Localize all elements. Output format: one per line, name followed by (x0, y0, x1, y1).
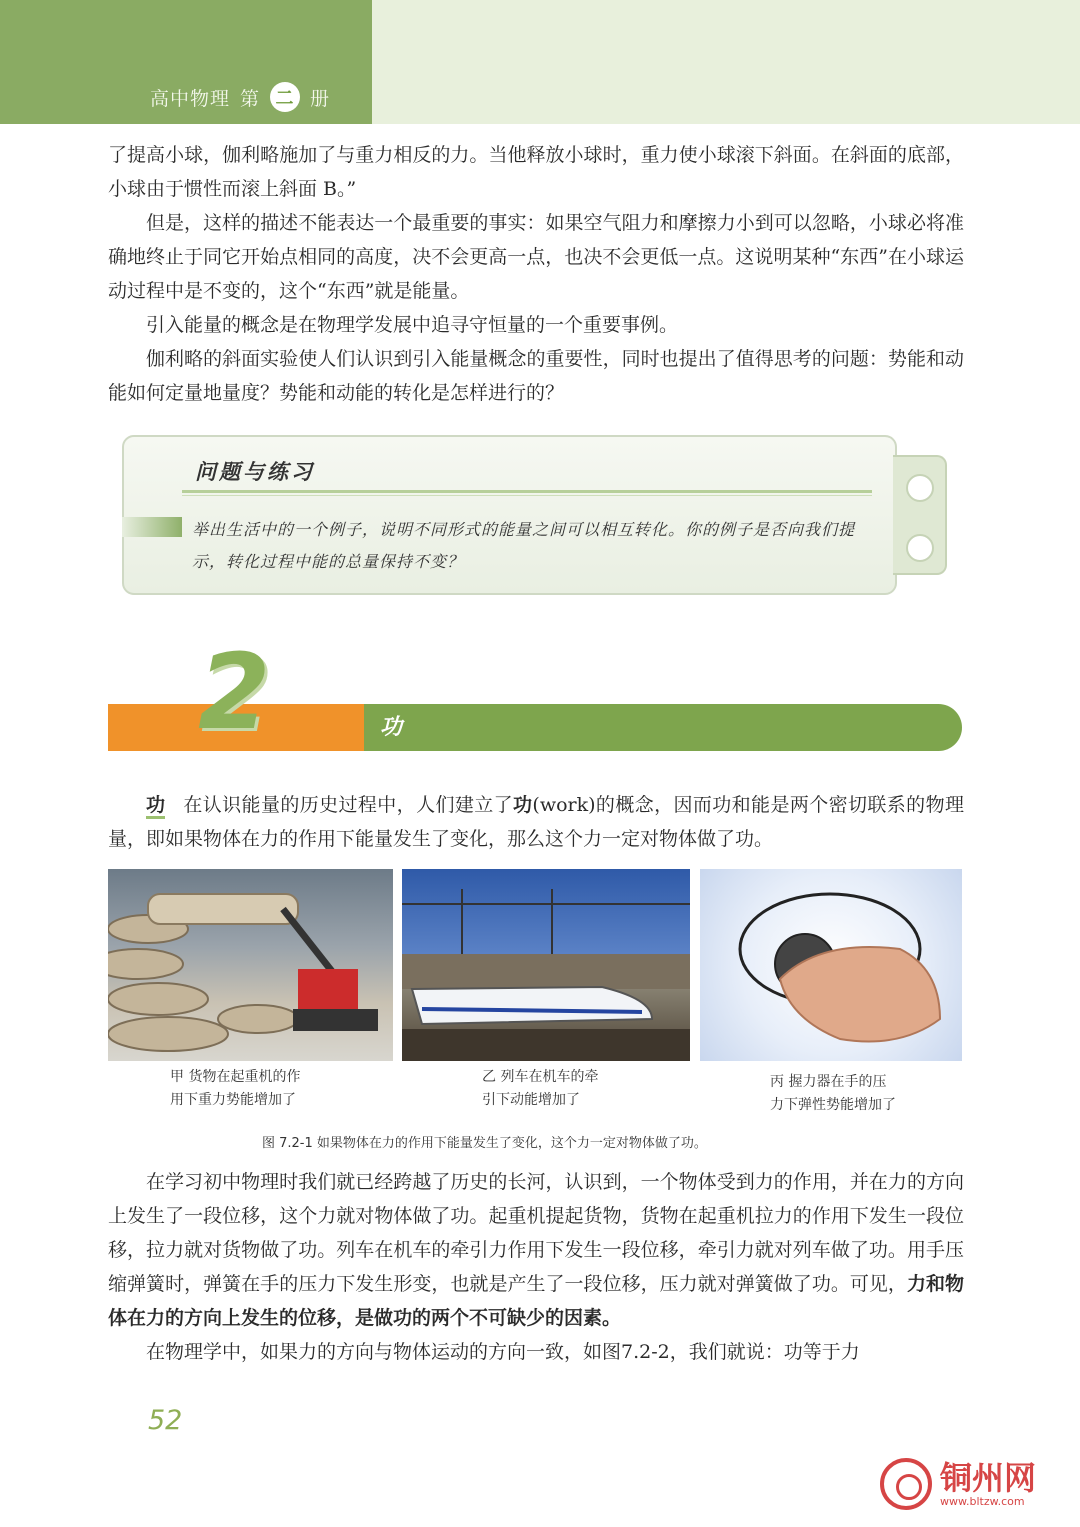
paragraph (108, 1165, 964, 1335)
paragraph: 引入能量的概念是在物理学发展中追寻守恒量的一个重要事例。 (146, 314, 679, 336)
caption-line: 力下弹性势能增加了 (770, 1097, 896, 1113)
section-number: 2 (198, 631, 271, 753)
crane-illustration (108, 869, 393, 1061)
divider (182, 490, 872, 493)
header-band-light (372, 0, 1080, 124)
volume-suffix: 册 (310, 87, 331, 110)
keyword-work: 功 (146, 794, 165, 819)
photo-train (402, 869, 690, 1061)
text-span: (work)的概念，因而功和能是两个密切联系的物理量，即如果物体在力的作用下能量发生了变化，那么这个力一定对物体做了功。 (108, 794, 964, 850)
photo-crane (108, 869, 393, 1061)
watermark-url: www.bltzw.com (940, 1494, 1025, 1508)
divider (182, 495, 872, 496)
binder-hole (906, 474, 934, 502)
paragraph (108, 788, 964, 856)
volume-badge: 二 (270, 82, 300, 112)
exercise-title: 问题与练习 (195, 460, 315, 484)
section-title: 功 (380, 715, 403, 740)
book-title-text: 高中物理 (150, 87, 231, 110)
train-illustration (402, 869, 690, 1061)
work-intro (108, 788, 964, 856)
watermark (880, 1458, 1036, 1510)
grip-illustration (700, 869, 962, 1061)
caption-a (170, 1066, 300, 1112)
exercise-marker (122, 517, 182, 537)
binder-hole (906, 534, 934, 562)
caption-line: 丙 握力器在手的压 (770, 1074, 887, 1090)
figure-caption: 图 7.2-1 如果物体在力的作用下能量发生了变化，这个力一定对物体做了功。 (262, 1136, 707, 1151)
bold-statement: 力和物体在力的方向上发生的位移，是做功的两个不可缺少的因素。 (108, 1273, 964, 1329)
paragraph: 但是，这样的描述不能表达一个最重要的事实：如果空气阻力和摩擦力小到可以忽略，小球必将准确地终止于同它开始点相同的高度，决不会更高一点，也决不会更低一点。这说明某种“东西”在小球运动过程中是不变的，这个“东西”就是能量。 (108, 212, 964, 302)
page-number: 52 (148, 1405, 183, 1436)
seal-icon (880, 1458, 932, 1510)
paragraph: 伽利略的斜面实验使人们认识到引入能量概念的重要性，同时也提出了值得思考的问题：势能和动能如何定量地量度？势能和动能的转化是怎样进行的？ (108, 348, 964, 404)
section-banner-right (364, 704, 962, 751)
exercise-text: 举出生活中的一个例子，说明不同形式的能量之间可以相互转化。你的例子是否向我们提示，转化过程中能的总量保持不变？ (192, 520, 856, 571)
book-title (150, 82, 330, 112)
paragraph: 了提高小球，伽利略施加了与重力相反的力。当他释放小球时，重力使小球滚下斜面。在斜面的底部，小球由于惯性而滚上斜面 B。” (108, 144, 964, 200)
text-span: 在认识能量的历史过程中，人们建立了 (183, 794, 514, 816)
photo-hand-grip (700, 869, 962, 1061)
bold-term: 功 (513, 794, 533, 816)
paragraph: 在物理学中，如果力的方向与物体运动的方向一致，如图7.2-2，我们就说：功等于力 (146, 1341, 860, 1363)
caption-line: 用下重力势能增加了 (170, 1092, 296, 1108)
body-text (108, 1165, 964, 1369)
caption-c (770, 1071, 896, 1117)
caption-line: 甲 货物在起重机的作 (170, 1069, 301, 1085)
caption-line: 乙 列车在机车的牵 (482, 1069, 599, 1085)
caption-b (482, 1066, 598, 1112)
volume-prefix: 第 (240, 87, 261, 110)
caption-line: 引下动能增加了 (482, 1092, 580, 1108)
text-span: 在学习初中物理时我们就已经跨越了历史的长河，认识到，一个物体受到力的作用，并在力的方向上发生了一段位移，这个力就对物体做了功。起重机提起货物，货物在起重机拉力的作用下发生一段位移，拉力就对货物做了功。列车在机车的牵引力作用下发生一段位移，牵引力就对列车做了功。用手压缩弹簧时，弹簧在手的压力下发生形变，也就是产生了一段位移，压力就对弹簧做了功。可见， (108, 1171, 964, 1295)
watermark-name: 铜州网 (940, 1458, 1037, 1497)
intro-text (108, 138, 964, 410)
